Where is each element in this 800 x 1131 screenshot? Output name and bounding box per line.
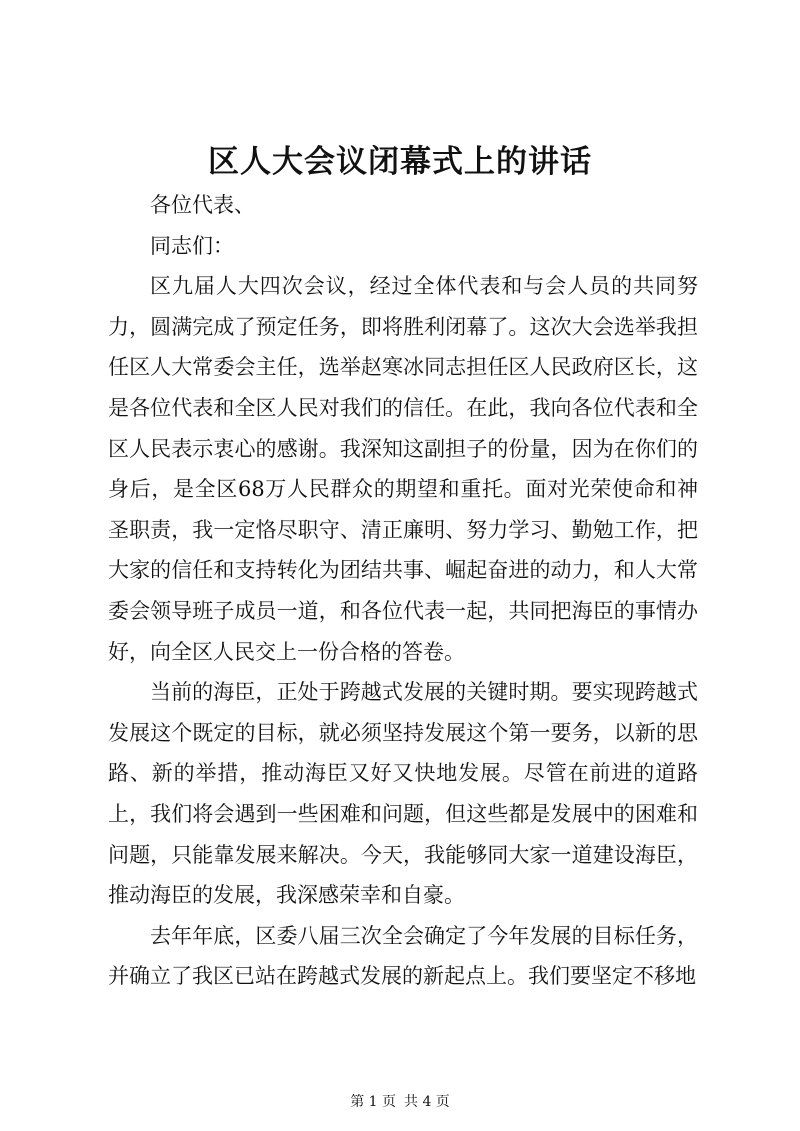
page-footer <box>0 1092 800 1112</box>
document-title: 区人大会议闭幕式上的讲话 <box>208 144 592 180</box>
body-paragraph: 去年年底，区委八届三次全会确定了今年发展的目标任务，并确立了我区已站在跨越式发展的新起点上。我们要坚定不移地 <box>108 923 698 989</box>
salutation-line: 同志们： <box>150 233 234 258</box>
page-total: 共 4 页 <box>404 1094 450 1110</box>
body-paragraph: 当前的海臣，正处于跨越式发展的关键时期。要实现跨越式发展这个既定的目标，就必须坚持发展这个第一要务，以新的思路、新的举措，推动海臣又好又快地发展。尽管在前进的道路上，我们将会遇到一些困难和问题，但这些都是发展中的困难和问题，只能靠发展来解决。今天，我能够同大家一道建设海臣，推动海臣的发展，我深感荣幸和自豪。 <box>108 680 698 908</box>
body-paragraph: 区九届人大四次会议，经过全体代表和与会人员的共同努力，圆满完成了预定任务，即将胜利闭幕了。这次大会选举我担任区人大常委会主任，选举赵寒冰同志担任区人民政府区长，这是各位代表和全区人民对我们的信任。在此，我向各位代表和全区人民表示衷心的感谢。我深知这副担子的份量，因为在你们的身后，是全区68万人民群众的期望和重托。面对光荣使命和神圣职责，我一定恪尽职守、清正廉明、努力学习、勤勉工作，把大家的信任和支持转化为团结共事、崛起奋进的动力，和人大常委会领导班子成员一道，和各位代表一起，共同把海臣的事情办好，向全区人民交上一份合格的答卷。 <box>108 274 698 664</box>
document-body <box>108 185 698 997</box>
page-number: 第 1 页 <box>350 1094 396 1110</box>
salutation-line: 各位代表、 <box>150 193 255 217</box>
